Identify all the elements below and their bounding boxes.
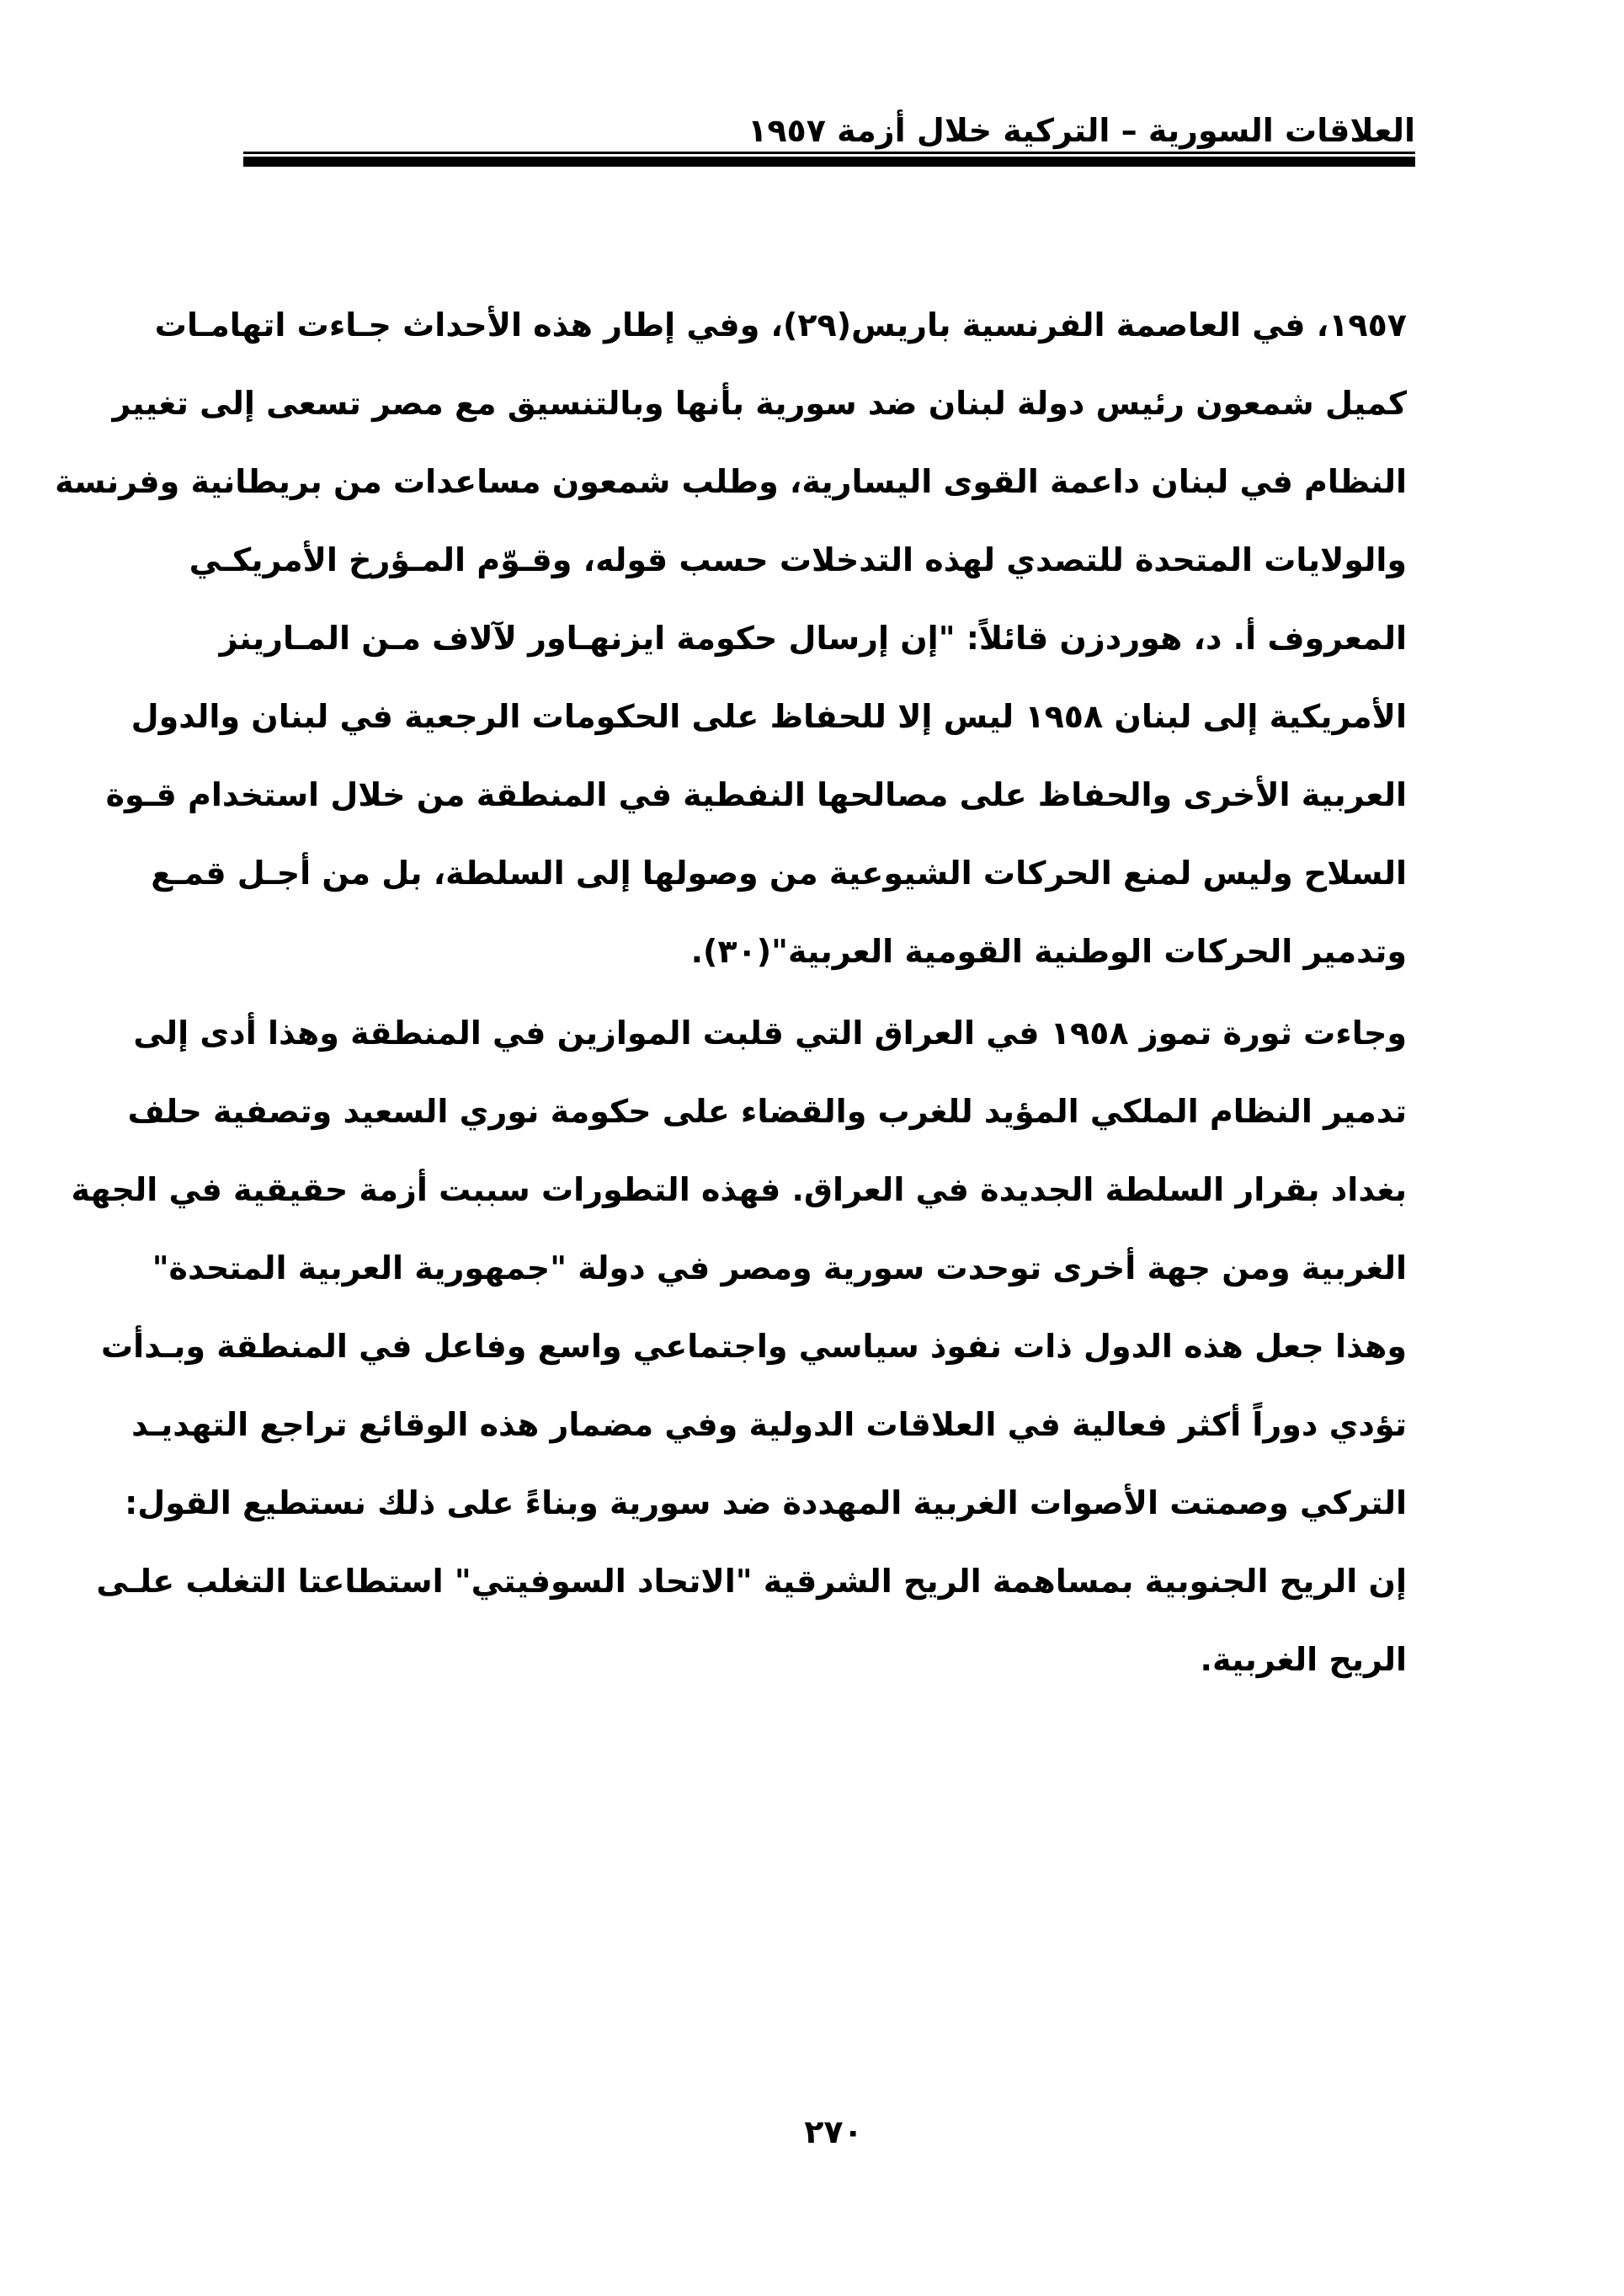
header-rule-thick	[243, 157, 1415, 167]
text-line: الريح الغربية.	[1200, 1641, 1407, 1678]
text-line: كميل شمعون رئيس دولة لبنان ضد سورية بأنها وبالتنسيق مع مصر تسعى إلى تغيير	[112, 385, 1407, 422]
text-line: إن الريح الجنوبية بمساهمة الريح الشرقية "الاتحاد السوفيتي" استطاعتا التغلب علـى	[96, 1563, 1407, 1600]
text-line: التركي وصمتت الأصوات الغربية المهددة ضد سورية وبناءً على ذلك نستطيع القول:	[125, 1484, 1407, 1521]
paragraph-2	[71, 994, 1407, 1699]
paragraph-1	[55, 286, 1407, 991]
text-line: والولايات المتحدة للتصدي لهذه التدخلات حسب قوله، وقـوّم المـؤرخ الأمريكـي	[189, 541, 1407, 578]
header-rule-thin	[243, 152, 1415, 154]
text-line: تؤدي دوراً أكثر فعالية في العلاقات الدولية وفي مضمار هذه الوقائع تراجع التهديـد	[131, 1406, 1407, 1443]
text-line: وتدمير الحركات الوطنية القومية العربية"(٣٠).	[690, 933, 1407, 970]
text-line: النظام في لبنان داعمة القوى اليسارية، وطلب شمعون مساعدات من بريطانية وفرنسة	[55, 463, 1407, 500]
text-line: السلاح وليس لمنع الحركات الشيوعية من وصولها إلى السلطة، بل من أجـل قمـع	[151, 855, 1407, 892]
running-header: العلاقات السورية – التركية خلال أزمة ١٩٥٧	[748, 112, 1415, 149]
text-line: العربية الأخرى والحفاظ على مصالحها النفطية في المنطقة من خلال استخدام قـوة	[105, 776, 1407, 813]
text-line: المعروف أ. د، هوردزن قائلاً: "إن إرسال حكومة ايزنهـاور لآلاف مـن المـارينز	[219, 620, 1407, 657]
body-text	[55, 286, 1407, 1699]
page-number: ٢٧٠	[804, 2113, 863, 2150]
text-line: بغداد بقرار السلطة الجديدة في العراق. فهذه التطورات سببت أزمة حقيقية في الجهة	[71, 1171, 1407, 1208]
text-line: الغربية ومن جهة أخرى توحدت سورية ومصر في دولة "جمهورية العربية المتحدة"	[152, 1249, 1407, 1287]
text-line: وهذا جعل هذه الدول ذات نفوذ سياسي واجتماعي واسع وفاعل في المنطقة وبـدأت	[100, 1328, 1407, 1365]
text-line: ١٩٥٧، في العاصمة الفرنسية باريس(٢٩)، وفي إطار هذه الأحداث جـاءت اتهامـات	[154, 306, 1407, 344]
text-line: الأمريكية إلى لبنان ١٩٥٨ ليس إلا للحفاظ على الحكومات الرجعية في لبنان والدول	[130, 698, 1407, 735]
text-line: وجاءت ثورة تموز ١٩٥٨ في العراق التي قلبت الموازين في المنطقة وهذا أدى إلى	[133, 1015, 1407, 1052]
text-line: تدمير النظام الملكي المؤيد للغرب والقضاء على حكومة نوري السعيد وتصفية حلف	[127, 1093, 1407, 1130]
